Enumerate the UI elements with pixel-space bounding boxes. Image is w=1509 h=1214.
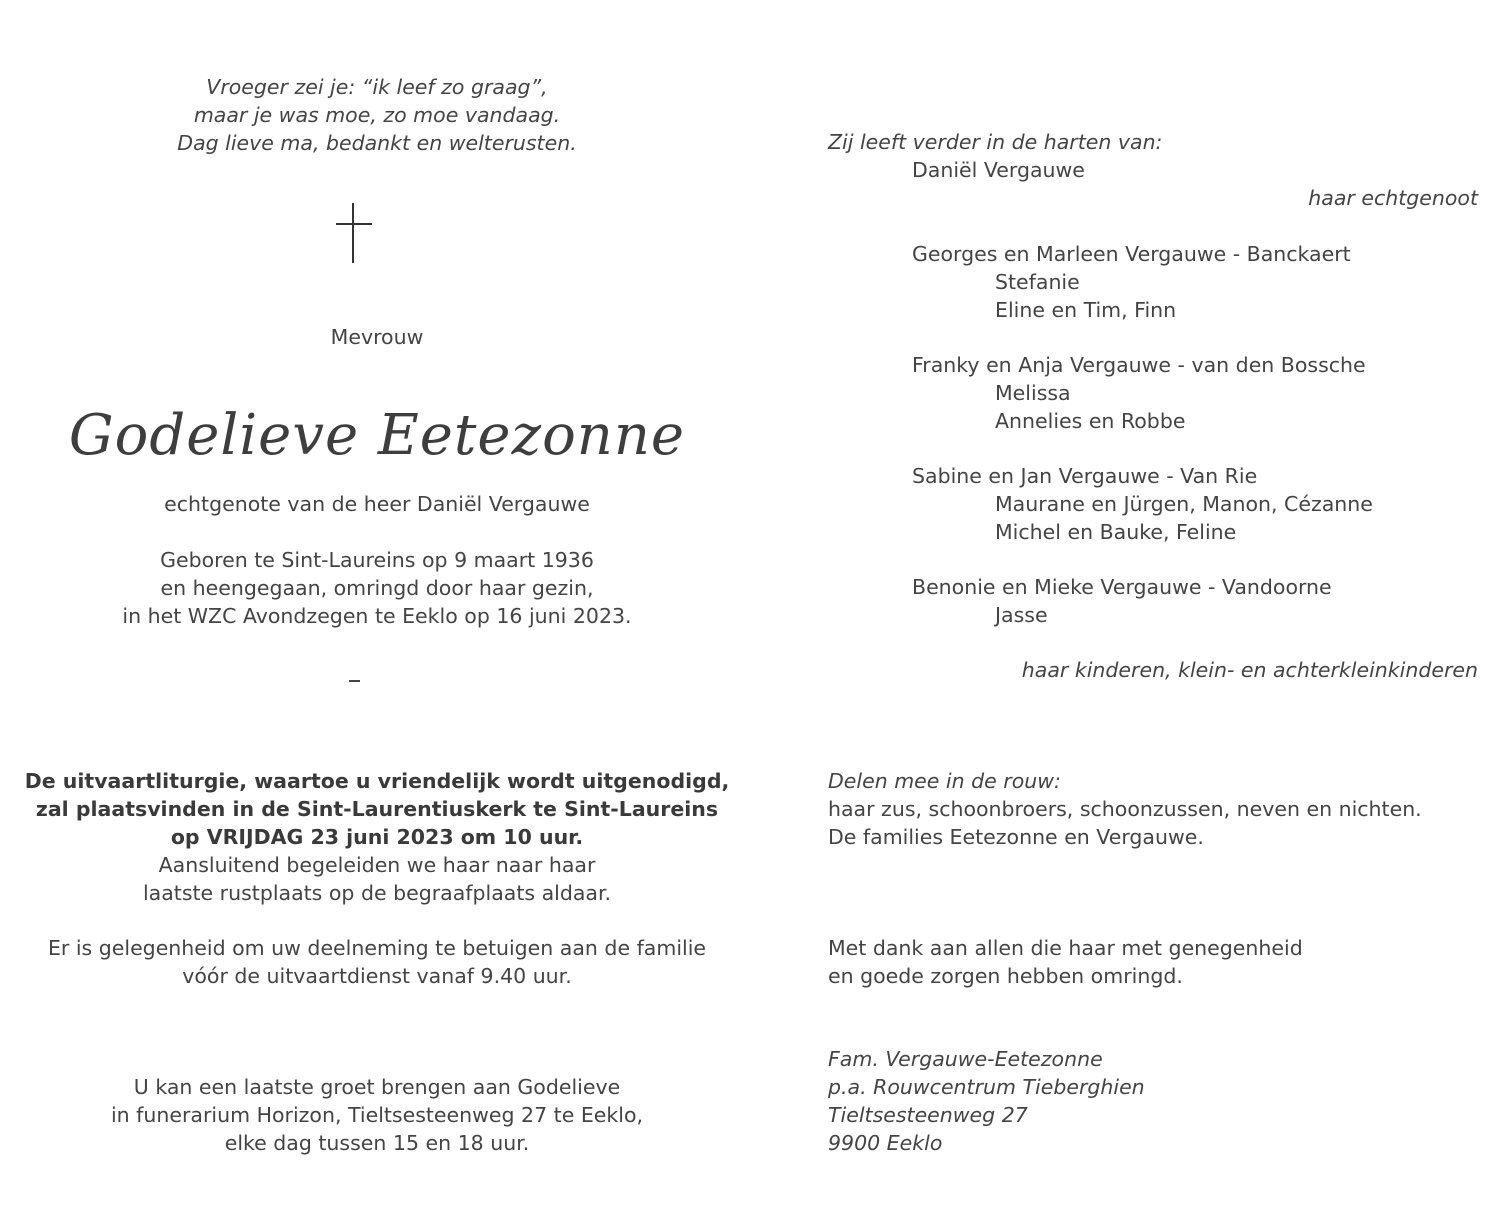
visit-line: elke dag tussen 15 en 18 uur. xyxy=(224,1131,530,1155)
title: Mevrouw xyxy=(330,325,424,349)
address-line: Tieltsesteenweg 27 xyxy=(828,1103,1028,1127)
deceased-name: Godelieve Eetezonne xyxy=(68,403,686,468)
liturgy xyxy=(20,767,734,907)
family-parents: Benonie en Mieke Vergauwe - Vandoorne xyxy=(912,575,1332,599)
condolence xyxy=(20,934,734,990)
thanks-line: en goede zorgen hebben omringd. xyxy=(828,964,1183,988)
birth-death-line: in het WZC Avondzegen te Eeklo op 16 juni 2023. xyxy=(122,604,632,628)
condolence-line: Er is gelegenheid om uw deelneming te betuigen aan de familie xyxy=(47,936,707,960)
liturgy-line: De uitvaartliturgie, waartoe u vriendelijk wordt uitgenodigd, xyxy=(24,769,730,793)
separator-dash xyxy=(349,680,360,682)
family-child: Melissa xyxy=(995,381,1071,405)
liturgy-line: laatste rustplaats op de begraafplaats aldaar. xyxy=(142,881,612,905)
address-line: 9900 Eeklo xyxy=(828,1131,943,1155)
family-parents: Georges en Marleen Vergauwe - Banckaert xyxy=(912,242,1351,266)
poem-line: maar je was moe, zo moe vandaag. xyxy=(193,103,561,127)
family-parents: Franky en Anja Vergauwe - van den Bossche xyxy=(912,353,1366,377)
birth-death-line: Geboren te Sint-Laureins op 9 maart 1936 xyxy=(160,548,594,572)
spouse-name: Daniël Vergauwe xyxy=(912,158,1085,182)
liturgy-line: Aansluitend begeleiden we haar naar haar xyxy=(158,853,596,877)
latin-cross-icon xyxy=(336,203,372,263)
birth-death-line: en heengegaan, omringd door haar gezin, xyxy=(160,576,594,600)
children-role: haar kinderen, klein- en achterkleinkinderen xyxy=(1021,658,1478,682)
survivors-intro: Zij leeft verder in de harten van: xyxy=(828,130,1163,154)
liturgy-line: zal plaatsvinden in de Sint-Laurentiuskerk te Sint-Laureins xyxy=(35,797,719,821)
family-child: Maurane en Jürgen, Manon, Cézanne xyxy=(995,492,1373,516)
liturgy-line: op VRIJDAG 23 juni 2023 om 10 uur. xyxy=(170,825,584,849)
condolence-line: vóór de uitvaartdienst vanaf 9.40 uur. xyxy=(182,964,572,988)
family-child: Stefanie xyxy=(995,270,1080,294)
poem-line: Vroeger zei je: “ik leef zo graag”, xyxy=(206,75,548,99)
family-child: Michel en Bauke, Feline xyxy=(995,520,1237,544)
family-child: Jasse xyxy=(995,603,1048,627)
mourners-intro: Delen mee in de rouw: xyxy=(828,769,1061,793)
family-child: Eline en Tim, Finn xyxy=(995,298,1177,322)
birth-death xyxy=(20,546,734,630)
visit-line: in funerarium Horizon, Tieltsesteenweg 27 te Eeklo, xyxy=(110,1103,644,1127)
thanks-line: Met dank aan allen die haar met genegenheid xyxy=(828,936,1303,960)
mourners-line: De families Eetezonne en Vergauwe. xyxy=(828,825,1204,849)
poem-line: Dag lieve ma, bedankt en welterusten. xyxy=(177,131,577,155)
mourners-line: haar zus, schoonbroers, schoonzussen, neven en nichten. xyxy=(828,797,1422,821)
address-line: Fam. Vergauwe-Eetezonne xyxy=(828,1047,1103,1071)
family-parents: Sabine en Jan Vergauwe - Van Rie xyxy=(912,464,1258,488)
poem xyxy=(20,73,734,157)
visit-info xyxy=(20,1073,734,1157)
address-line: p.a. Rouwcentrum Tieberghien xyxy=(828,1075,1145,1099)
family-child: Annelies en Robbe xyxy=(995,409,1186,433)
spouse-role: haar echtgenoot xyxy=(1308,186,1478,210)
spouse-line: echtgenote van de heer Daniël Vergauwe xyxy=(164,492,590,516)
visit-line: U kan een laatste groet brengen aan Godelieve xyxy=(133,1075,621,1099)
